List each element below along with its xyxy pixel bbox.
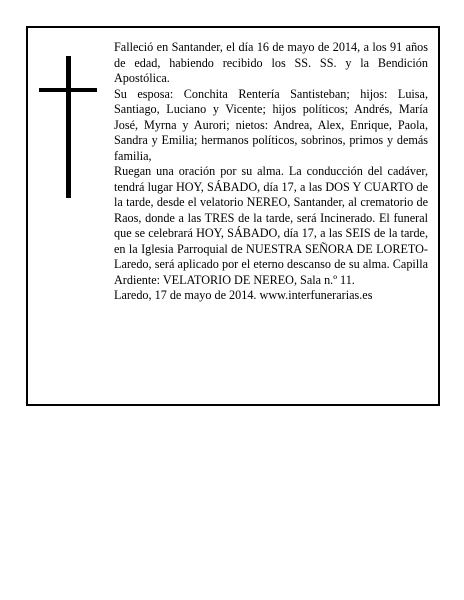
cross-vertical-bar	[66, 56, 71, 198]
death-announcement: Falleció en Santander, el día 16 de mayo de 2014, a los 91 años de edad, habiendo recibido los SS. SS. y la Bendición Apostólica.	[114, 40, 428, 85]
funeral-details: Ruegan una oración por su alma. La conducción del cadáver, tendrá lugar HOY, SÁBADO, día 17, a las DOS Y CUARTO de la tarde, desde el velatorio NEREO, Santander, al crematorio de Raos, donde a las TRES de la tarde, será Incinerado. El funeral que se celebrará HOY, SÁBADO, día 17, a las SEIS de la tarde, en la Iglesia Parroquial de NUESTRA SEÑORA DE LORETO-Laredo, será aplicado por el eterno descanso de su alma. Capilla Ardiente: VELATORIO DE NEREO, Sala n.º 11.	[114, 164, 428, 287]
cross-icon	[39, 56, 97, 198]
place-date-website: Laredo, 17 de mayo de 2014. www.interfunerarias.es	[114, 288, 373, 302]
cross-horizontal-bar	[39, 88, 97, 92]
obituary-text	[114, 40, 428, 304]
family-list: Su esposa: Conchita Rentería Santisteban; hijos: Luisa, Santiago, Luciano y Vicente; hijos políticos; Andrés, María José, Myrna y Aurori; nietos: Andrea, Alex, Enrique, Paola, Sandra y Emilia; hermanos políticos, sobrinos, primos y demás familia,	[114, 86, 428, 163]
obituary-notice	[26, 26, 440, 406]
